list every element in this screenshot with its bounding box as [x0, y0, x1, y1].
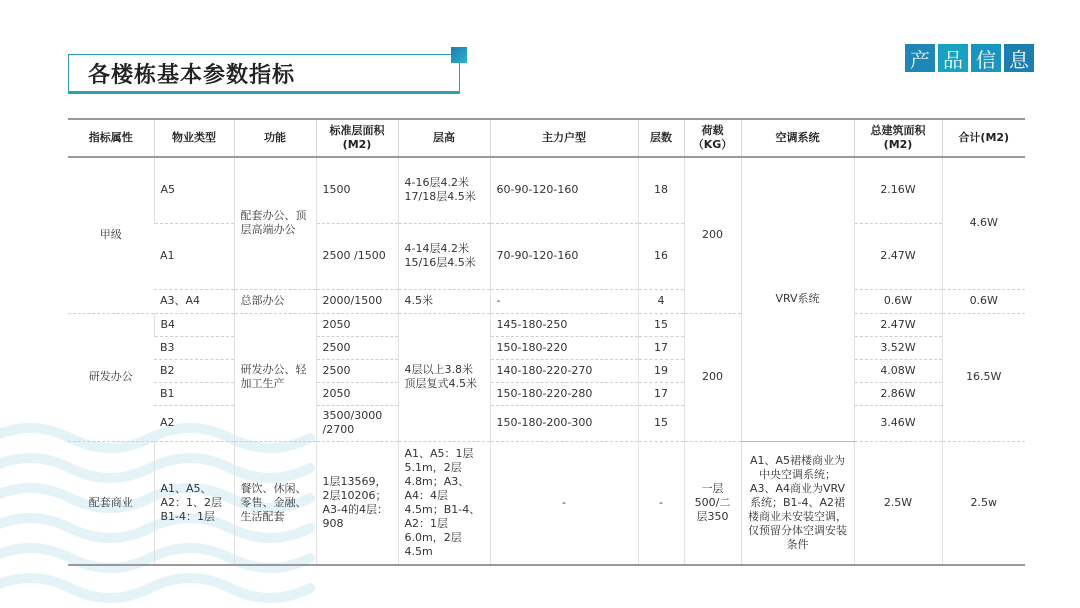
cell-floors: 18 [638, 157, 684, 223]
cell-height: 4-14层4.2米 15/16层4.5米 [398, 223, 490, 289]
table-header-row [68, 119, 1025, 157]
cell-floors: 17 [638, 382, 684, 405]
building-parameters-table [68, 118, 1025, 566]
cell-type: A3、A4 [154, 289, 234, 313]
group-name: 研发办公 [68, 313, 154, 441]
cell-func: 总部办公 [234, 289, 316, 313]
cell-type: B1 [154, 382, 234, 405]
header-unit: 主力户型 [490, 119, 638, 157]
group-name: 甲级 [68, 157, 154, 313]
cell-unit: - [490, 289, 638, 313]
cell-floors: 19 [638, 359, 684, 382]
cell-sum: 4.6W [942, 157, 1025, 289]
cell-type: A1、A5、A2：1、2层 B1-4：1层 [154, 441, 234, 565]
brand-char-2: 品 [938, 44, 968, 72]
cell-total-area: 3.52W [854, 336, 942, 359]
header-load: 荷载（KG） [684, 119, 741, 157]
cell-ac: A1、A5裙楼商业为中央空调系统；A3、A4商业为VRV系统；B1-4、A2裙楼商业未安装空调，仅预留分体空调安装条件 [741, 441, 854, 565]
cell-floors: 15 [638, 313, 684, 336]
header-sum: 合计(M2) [942, 119, 1025, 157]
cell-area: 2500 /1500 [316, 223, 398, 289]
cell-total-area: 3.46W [854, 405, 942, 441]
table-row [68, 289, 1025, 313]
brand-char-1: 产 [905, 44, 935, 72]
cell-area: 2500 [316, 336, 398, 359]
table-row [68, 359, 1025, 382]
cell-area: 2000/1500 [316, 289, 398, 313]
header-ac: 空调系统 [741, 119, 854, 157]
header-area: 标准层面积(M2) [316, 119, 398, 157]
cell-load: 200 [684, 157, 741, 313]
brand-label [905, 44, 1034, 72]
header-attr: 指标属性 [68, 119, 154, 157]
cell-sum: 16.5W [942, 313, 1025, 441]
cell-unit: - [490, 441, 638, 565]
cell-total-area: 2.16W [854, 157, 942, 223]
cell-area: 1层13569，2层10206；A3-4的4层：908 [316, 441, 398, 565]
cell-type: A2 [154, 405, 234, 441]
cell-floors: - [638, 441, 684, 565]
cell-height: 4层以上3.8米 顶层复式4.5米 [398, 313, 490, 441]
brand-char-3: 信 [971, 44, 1001, 72]
cell-func: 餐饮、休闲、零售、金融、生活配套 [234, 441, 316, 565]
cell-unit: 60-90-120-160 [490, 157, 638, 223]
header-type: 物业类型 [154, 119, 234, 157]
cell-load: 200 [684, 313, 741, 441]
brand-char-4: 息 [1004, 44, 1034, 72]
cell-func: 配套办公、顶层高端办公 [234, 157, 316, 289]
cell-floors: 16 [638, 223, 684, 289]
cell-sum: 0.6W [942, 289, 1025, 313]
cell-sum: 2.5w [942, 441, 1025, 565]
cell-unit: 140-180-220-270 [490, 359, 638, 382]
cell-total-area: 2.5W [854, 441, 942, 565]
cell-total-area: 2.86W [854, 382, 942, 405]
cell-area: 3500/3000 /2700 [316, 405, 398, 441]
header-total-area: 总建筑面积(M2) [854, 119, 942, 157]
cell-unit: 150-180-220 [490, 336, 638, 359]
cell-total-area: 4.08W [854, 359, 942, 382]
page-title: 各楼栋基本参数指标 [88, 63, 296, 88]
header-floors: 层数 [638, 119, 684, 157]
table-row [68, 382, 1025, 405]
header-func: 功能 [234, 119, 316, 157]
cell-floors: 4 [638, 289, 684, 313]
table-row [68, 336, 1025, 359]
cell-unit: 70-90-120-160 [490, 223, 638, 289]
cell-height: 4-16层4.2米 17/18层4.5米 [398, 157, 490, 223]
cell-area: 2050 [316, 382, 398, 405]
table-row [68, 223, 1025, 289]
table-row [68, 405, 1025, 441]
cell-type: A1 [154, 223, 234, 289]
cell-type: B3 [154, 336, 234, 359]
cell-height: 4.5米 [398, 289, 490, 313]
cell-area: 1500 [316, 157, 398, 223]
cell-func: 研发办公、轻加工生产 [234, 313, 316, 441]
cell-unit: 150-180-220-280 [490, 382, 638, 405]
cell-type: B2 [154, 359, 234, 382]
cell-unit: 145-180-250 [490, 313, 638, 336]
group-name: 配套商业 [68, 441, 154, 565]
cell-ac: VRV系统 [741, 157, 854, 441]
cell-floors: 15 [638, 405, 684, 441]
cell-floors: 17 [638, 336, 684, 359]
cell-total-area: 0.6W [854, 289, 942, 313]
cell-area: 2050 [316, 313, 398, 336]
cell-total-area: 2.47W [854, 223, 942, 289]
cell-unit: 150-180-200-300 [490, 405, 638, 441]
cell-type: B4 [154, 313, 234, 336]
table-row [68, 313, 1025, 336]
cell-total-area: 2.47W [854, 313, 942, 336]
cell-area: 2500 [316, 359, 398, 382]
table-row [68, 157, 1025, 223]
title-corner-accent [451, 47, 467, 63]
cell-type: A5 [154, 157, 234, 223]
cell-height: A1、A5：1层5.1m，2层4.8m；A3、A4：4层4.5m；B1-4、A2：1层6.0m，2层4.5m [398, 441, 490, 565]
header-height: 层高 [398, 119, 490, 157]
cell-load: 一层500/二层350 [684, 441, 741, 565]
table-row [68, 441, 1025, 565]
